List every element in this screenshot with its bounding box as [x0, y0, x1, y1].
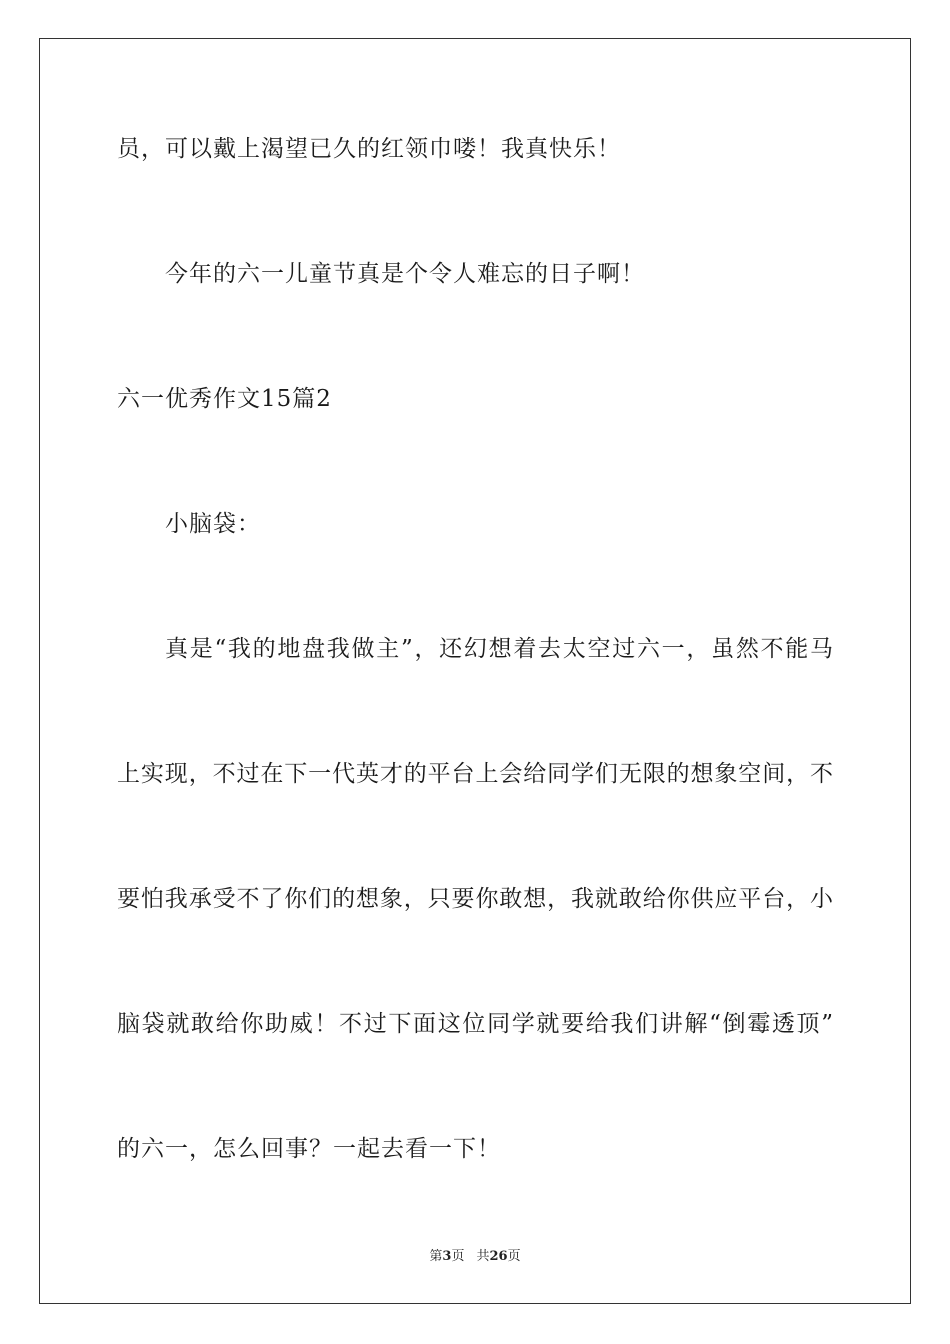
salutation-line: 小脑袋：: [165, 511, 261, 537]
paragraph-line-2: 今年的六一儿童节真是个令人难忘的日子啊！: [165, 261, 645, 287]
footer-total-pages: 26: [489, 1249, 508, 1264]
page-footer: [0, 1248, 950, 1266]
footer-total-suffix: 页: [507, 1249, 521, 1264]
paragraph-line-1: 员，可以戴上渴望已久的红领巾喽！我真快乐！: [117, 136, 621, 162]
paragraph-line-8: 脑袋就敢给你助威！不过下面这位同学就要给我们讲解“倒霉透顶”: [117, 1011, 833, 1037]
footer-total-prefix: 共: [476, 1249, 490, 1264]
paragraph-line-6: 上实现，不过在下一代英才的平台上会给同学们无限的想象空间，不: [117, 761, 833, 787]
paragraph-line-9: 的六一，怎么回事？一起去看一下！: [117, 1136, 501, 1162]
paragraph-line-5: 真是“我的地盘我做主”，还幻想着去太空过六一，虽然不能马: [165, 636, 833, 662]
section-heading: 六一优秀作文15篇2: [117, 386, 332, 412]
footer-page-suffix: 页: [451, 1249, 465, 1264]
footer-page-prefix: 第: [429, 1249, 443, 1264]
paragraph-line-7: 要怕我承受不了你们的想象，只要你敢想，我就敢给你供应平台，小: [117, 886, 833, 912]
page-border: [39, 38, 911, 1304]
footer-page-number: 3: [442, 1249, 452, 1264]
